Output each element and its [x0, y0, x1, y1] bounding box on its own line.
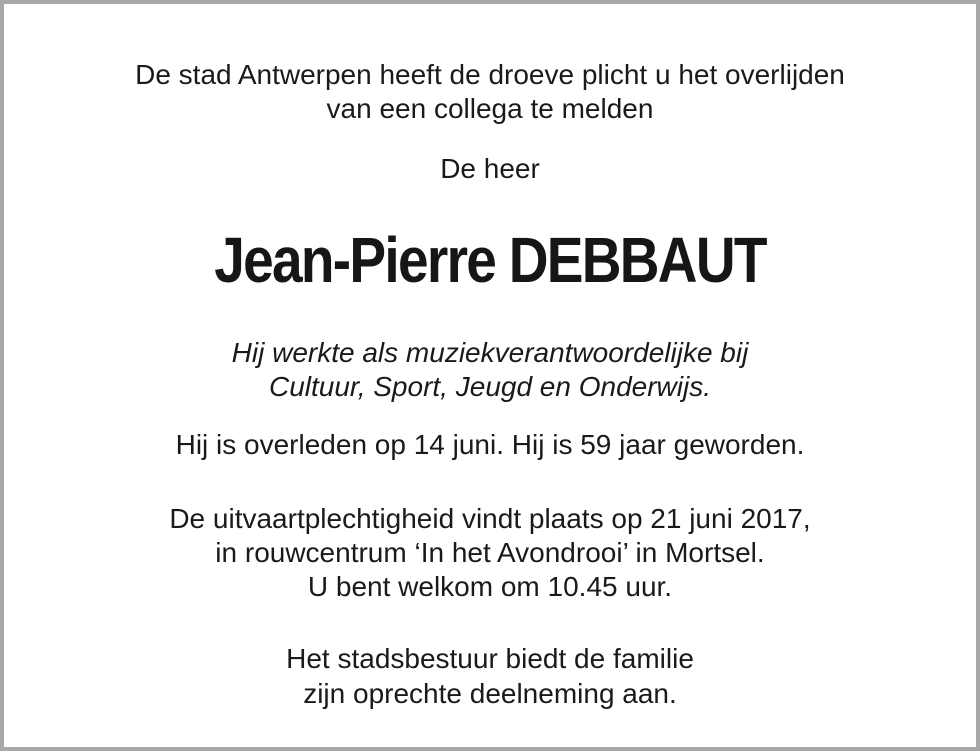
- death-line: Hij is overleden op 14 juni. Hij is 59 jaar geworden.: [175, 429, 805, 460]
- role-line-2: Cultuur, Sport, Jeugd en Onderwijs.: [268, 371, 711, 402]
- role-line-1: Hij werkte als muziekverantwoordelijke bij: [231, 337, 749, 368]
- funeral-line-3: U bent welkom om 10.45 uur.: [307, 571, 673, 602]
- closing-line-1: Het stadsbestuur biedt de familie: [286, 643, 694, 674]
- intro-line-1: De stad Antwerpen heeft de droeve plicht u het overlijden: [135, 59, 845, 90]
- closing-line-2: zijn oprechte deelneming aan.: [303, 678, 677, 709]
- salutation: De heer: [440, 153, 540, 184]
- funeral-line-1: De uitvaartplechtigheid vindt plaats op 21 juni 2017,: [169, 503, 811, 534]
- deceased-name: Jean-Pierre DEBBAUT: [214, 224, 766, 296]
- intro-line-2: van een collega te melden: [326, 93, 654, 124]
- funeral-line-2: in rouwcentrum ‘In het Avondrooi’ in Mortsel.: [215, 537, 765, 568]
